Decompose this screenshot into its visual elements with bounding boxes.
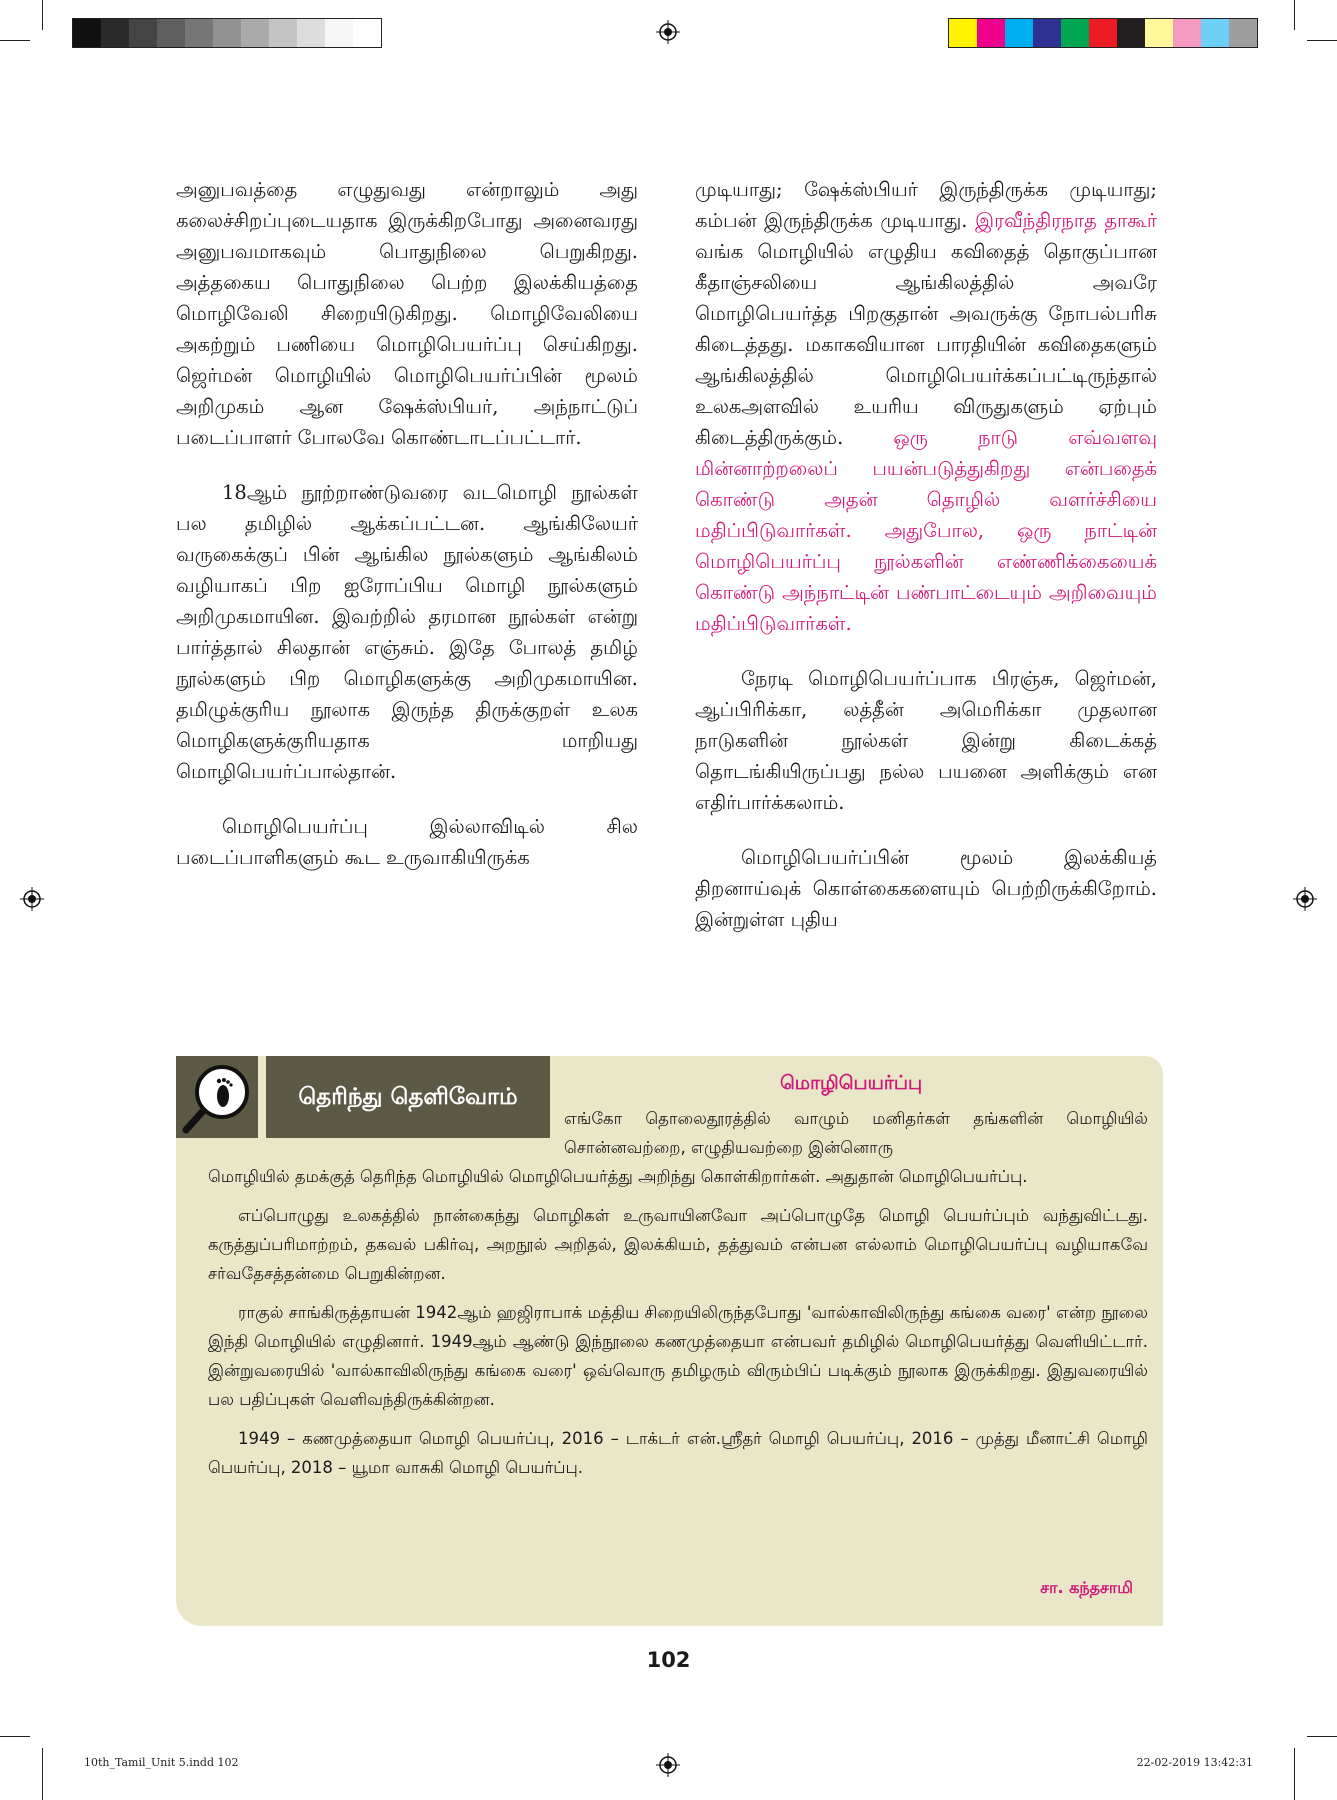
calibration-swatch	[1061, 19, 1089, 47]
paragraph: 1949 – கணமுத்தையா மொழி பெயர்ப்பு, 2016 – டாக்டர் என்.ஸ்ரீதர் மொழி பெயர்ப்பு, 2016 – முத்து மீனாட்சி மொழி பெயர்ப்பு, 2018 – யூமா வாசுகி மொழி பெயர்ப்பு.	[208, 1429, 1148, 1477]
page-number: 102	[646, 1648, 691, 1672]
registration-mark-icon	[20, 887, 44, 911]
info-body	[208, 1162, 1148, 1492]
info-intro-text: எங்கோ தொலைதூரத்தில் வாழும் மனிதர்கள் தங்களின் மொழியில் சொன்னவற்றை, எழுதியவற்றை இன்னொரு	[564, 1109, 1148, 1157]
paragraph: அனுபவத்தை எழுதுவது என்றாலும் அது கலைச்சிறப்புடையதாக இருக்கிறபோது அனைவரது அனுபவமாகவும் பொதுநிலை பெறுகிறது. அத்தகைய பொதுநிலை பெற்ற இலக்கியத்தை மொழிவேலி சிறையிடுகிறது. மொழிவேலியை அகற்றும் பணியை மொழிபெயர்ப்பு செய்கிறது. ஜெர்மன் மொழியில் மொழிபெயர்ப்பின் மூலம் அறிமுகம் ஆன ஷேக்ஸ்பியர், அந்நாட்டுப் படைப்பாளர் போலவே கொண்டாடப்பட்டார்.	[176, 178, 638, 449]
calibration-swatch	[977, 19, 1005, 47]
calibration-swatch	[1089, 19, 1117, 47]
calibration-swatch	[241, 19, 269, 47]
info-box	[176, 1056, 1163, 1626]
info-box-heading: தெரிந்து தெளிவோம்	[266, 1056, 550, 1138]
calibration-swatch	[1173, 19, 1201, 47]
calibration-swatch	[1033, 19, 1061, 47]
magnifier-footprint-icon	[176, 1056, 258, 1138]
paragraph: ராகுல் சாங்கிருத்தாயன் 1942ஆம் ஹஜிராபாக் மத்திய சிறையிலிருந்தபோது 'வால்காவிலிருந்து கங்கை வரை' என்ற நூலை இந்தி மொழியில் எழுதினார். 1949ஆம் ஆண்டு இந்நூலை கணமுத்தையா என்பவர் தமிழில் மொழிபெயர்த்து வெளியிட்டார். இன்றுவரையில் 'வால்காவிலிருந்து கங்கை வரை' ஒவ்வொரு தமிழரும் விரும்பிப் படிக்கும் நூலாக இருக்கிறது. இதுவரையில் பல பதிப்புகள் வெளிவந்திருக்கின்றன.	[208, 1303, 1148, 1409]
calibration-swatch	[297, 19, 325, 47]
calibration-swatch	[73, 19, 101, 47]
text-run: வங்க மொழியில் எழுதிய கவிதைத் தொகுப்பான கீதாஞ்சலியை ஆங்கிலத்தில் அவரே மொழிபெயர்த்த பிறகுதான் அவருக்கு நோபல்பரிசு கிடைத்தது. மகாகவியான பாரதியின் கவிதைகளும் ஆங்கிலத்தில் மொழிபெயர்க்கப்பட்டிருந்தால் உலகஅளவில் உயரிய விருதுகளும் ஏற்பும் கிடைத்திருக்கும்.	[695, 240, 1157, 449]
grayscale-calibration-bar	[72, 18, 382, 48]
highlighted-name: இரவீந்திரநாத தாகூர்	[975, 209, 1158, 232]
left-text-column	[176, 174, 638, 897]
text-run: முடியாது; ஷேக்ஸ்பியர் இருந்திருக்க முடியாது; கம்பன் இருந்திருக்க முடியாது.	[695, 178, 1157, 232]
crop-mark	[0, 1736, 30, 1737]
calibration-swatch	[1117, 19, 1145, 47]
paragraph	[695, 174, 1157, 639]
crop-mark	[0, 40, 30, 41]
calibration-swatch	[129, 19, 157, 47]
calibration-swatch	[1145, 19, 1173, 47]
paragraph: 18ஆம் நூற்றாண்டுவரை வடமொழி நூல்கள் பல தமிழில் ஆக்கப்பட்டன. ஆங்கிலேயர் வருகைக்குப் பின் ஆங்கில நூல்களும் ஆங்கிலம் வழியாகப் பிற ஐரோப்பிய மொழி நூல்களும் அறிமுகமாயின. இவற்றில் தரமான நூல்கள் என்று பார்த்தால் சிலதான் எஞ்சும். இதே போலத் தமிழ் நூல்களும் பிற மொழிகளுக்கு அறிமுகமாயின. தமிழுக்குரிய நூலாக இருந்த திருக்குறள் உலக மொழிகளுக்குரியதாக மாறியது மொழிபெயர்ப்பால்தான்.	[176, 481, 638, 783]
calibration-swatch	[1229, 19, 1257, 47]
crop-mark	[1307, 1736, 1337, 1737]
calibration-swatch	[949, 19, 977, 47]
paragraph: எப்பொழுது உலகத்தில் நான்கைந்து மொழிகள் உருவாயினவோ அப்பொழுதே மொழி பெயர்ப்பும் வந்துவிட்டது. கருத்துப்பரிமாற்றம், தகவல் பகிர்வு, அறநூல் அறிதல், இலக்கியம், தத்துவம் என்பன எல்லாம் மொழிபெயர்ப்பு வழியாகவே சர்வதேசத்தன்மை பெறுகின்றன.	[208, 1206, 1148, 1283]
paragraph: மொழிபெயர்ப்பு இல்லாவிடில் சில படைப்பாளிகளும் கூட உருவாகியிருக்க	[176, 815, 638, 869]
crop-mark	[1307, 40, 1337, 41]
highlighted-statement: ஒரு நாடு எவ்வளவு மின்னாற்றலைப் பயன்படுத்துகிறது என்பதைக் கொண்டு அதன் தொழில் வளர்ச்சியை மதிப்பிடுவார்கள். அதுபோல, ஒரு நாட்டின் மொழிபெயர்ப்பு நூல்களின் எண்ணிக்கையைக் கொண்டு அந்நாட்டின் பண்பாட்டையும் அறிவையும் மதிப்பிடுவார்கள்.	[695, 426, 1157, 635]
calibration-swatch	[1005, 19, 1033, 47]
crop-mark	[42, 0, 43, 30]
crop-mark	[1294, 0, 1295, 30]
slug-datetime: 22-02-2019 13:42:31	[1136, 1756, 1253, 1769]
paragraph: மொழிபெயர்ப்பின் மூலம் இலக்கியத் திறனாய்வுக் கொள்கைகளையும் பெற்றிருக்கிறோம். இன்றுள்ள புதிய	[695, 846, 1157, 931]
registration-mark-icon	[1293, 887, 1317, 911]
calibration-swatch	[157, 19, 185, 47]
info-box-title: மொழிபெயர்ப்பு	[780, 1072, 923, 1094]
crop-mark	[1294, 1748, 1295, 1800]
calibration-swatch	[213, 19, 241, 47]
calibration-swatch	[325, 19, 353, 47]
registration-mark-icon	[656, 20, 680, 44]
paragraph: மொழியில் தமக்குத் தெரிந்த மொழியில் மொழிபெயர்த்து அறிந்து கொள்கிறார்கள். அதுதான் மொழிபெயர்ப்பு.	[208, 1167, 1028, 1186]
crop-mark	[42, 1748, 43, 1800]
calibration-swatch	[101, 19, 129, 47]
author-credit: சா. கந்தசாமி	[1040, 1578, 1133, 1597]
paragraph: நேரடி மொழிபெயர்ப்பாக பிரஞ்சு, ஜெர்மன், ஆப்பிரிக்கா, லத்தீன் அமெரிக்கா முதலான நாடுகளின் நூல்கள் இன்று கிடைக்கத் தொடங்கியிருப்பது நல்ல பயனை அளிக்கும் என எதிர்பார்க்கலாம்.	[695, 667, 1157, 814]
calibration-swatch	[185, 19, 213, 47]
calibration-swatch	[353, 19, 381, 47]
slug-file-info: 10th_Tamil_Unit 5.indd 102	[84, 1756, 239, 1769]
calibration-swatch	[1201, 19, 1229, 47]
color-calibration-bar	[948, 18, 1258, 48]
registration-mark-icon	[656, 1753, 680, 1777]
right-text-column	[695, 174, 1157, 959]
calibration-swatch	[269, 19, 297, 47]
